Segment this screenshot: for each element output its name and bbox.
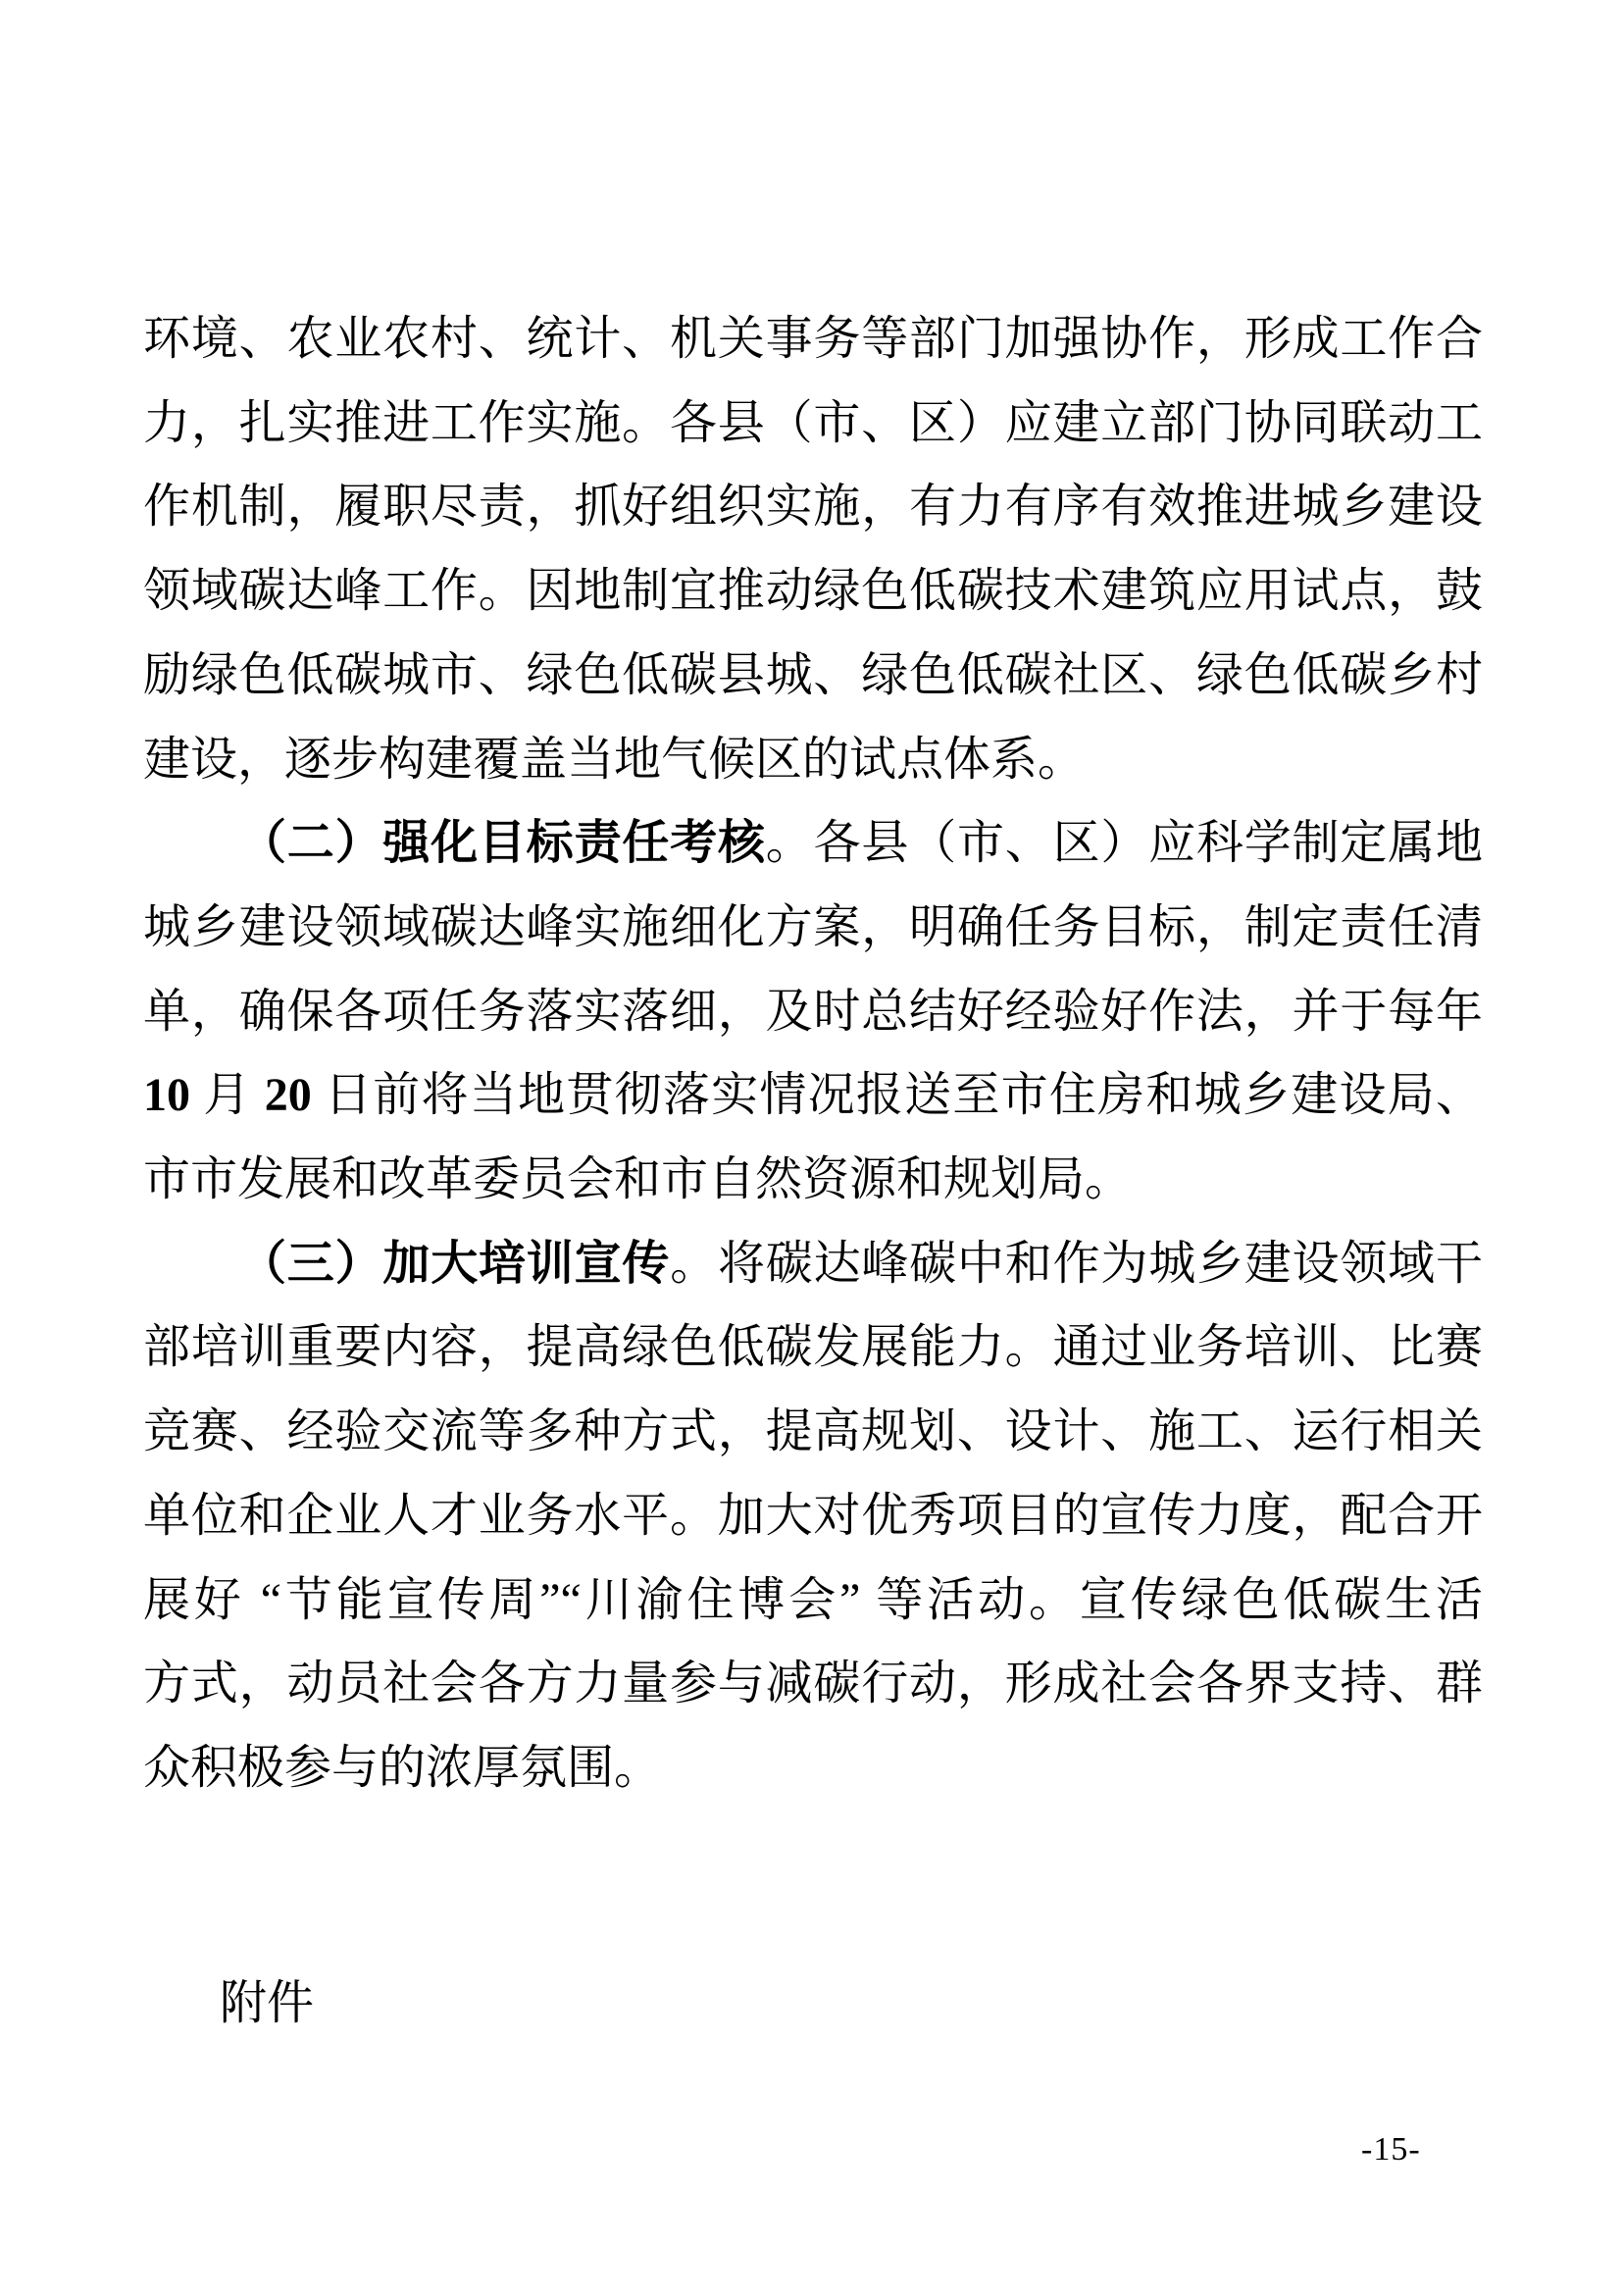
- text-run: 领域碳达峰工作。因地制宜推动绿色低碳技术建筑应用试点，鼓: [143, 565, 1483, 618]
- text-run: 月: [190, 1069, 265, 1122]
- text-run: 竞赛、经验交流等多种方式，提高规划、设计、施工、运行相关: [143, 1405, 1483, 1458]
- text-line: [143, 970, 1483, 1054]
- emphasis-run: 10: [143, 1069, 190, 1122]
- emphasis-run: （三）加大培训宣传: [239, 1237, 671, 1290]
- text-line: [143, 1222, 1483, 1306]
- text-line: [143, 1474, 1483, 1558]
- text-run: 建设，逐步构建覆盖当地气候区的试点体系。: [143, 733, 1086, 786]
- text-run: 众积极参与的浓厚氛围。: [143, 1741, 662, 1794]
- text-run: 展好 “节能宣传周”“川渝住博会” 等活动。宣传绿色低碳生活: [143, 1573, 1483, 1626]
- text-line: [143, 549, 1483, 634]
- text-line: [143, 1305, 1483, 1390]
- text-line: [143, 886, 1483, 970]
- text-run: 力，扎实推进工作实施。各县（市、区）应建立部门协同联动工: [143, 396, 1483, 449]
- text-line: [143, 465, 1483, 549]
- page-number: -15-: [1361, 2131, 1421, 2168]
- text-run: 作机制，履职尽责，抓好组织实施，有力有序有效推进城乡建设: [143, 481, 1483, 534]
- text-line: [143, 1558, 1483, 1643]
- text-run: 城乡建设领域碳达峰实施细化方案，明确任务目标，制定责任清: [143, 900, 1483, 953]
- text-run: 。将碳达峰碳中和作为城乡建设领域干: [670, 1237, 1483, 1290]
- text-line: [143, 297, 1483, 382]
- text-run: 环境、农业农村、统计、机关事务等部门加强协作，形成工作合: [143, 313, 1483, 365]
- text-run: 方式，动员社会各方力量参与减碳行动，形成社会各界支持、群: [143, 1658, 1483, 1710]
- text-line: [143, 1726, 1483, 1811]
- text-line: [143, 634, 1483, 718]
- text-line: [143, 1390, 1483, 1474]
- text-line: [143, 382, 1483, 466]
- text-run: 单，确保各项任务落实落细，及时总结好经验好作法，并于每年: [143, 985, 1483, 1038]
- text-line: [143, 1053, 1483, 1138]
- text-run: 部培训重要内容，提高绿色低碳发展能力。通过业务培训、比赛: [143, 1321, 1483, 1374]
- text-run: 单位和企业人才业务水平。加大对优秀项目的宣传力度，配合开: [143, 1489, 1483, 1542]
- text-run: 。各县（市、区）应科学制定属地: [765, 817, 1483, 870]
- text-line: [143, 1642, 1483, 1726]
- text-run: 励绿色低碳城市、绿色低碳县城、绿色低碳社区、绿色低碳乡村: [143, 648, 1483, 701]
- text-run: 日前将当地贯彻落实情况报送至市住房和城乡建设局、: [311, 1069, 1483, 1122]
- text-run: 市市发展和改革委员会和市自然资源和规划局。: [143, 1153, 1133, 1206]
- text-line: [143, 1138, 1483, 1222]
- emphasis-run: 20: [264, 1069, 312, 1122]
- text-line: [143, 718, 1483, 802]
- text-line: [143, 801, 1483, 886]
- text-body: [143, 297, 1483, 1811]
- attachment-label: 附件: [220, 1977, 315, 2029]
- emphasis-run: （二）强化目标责任考核: [239, 817, 766, 870]
